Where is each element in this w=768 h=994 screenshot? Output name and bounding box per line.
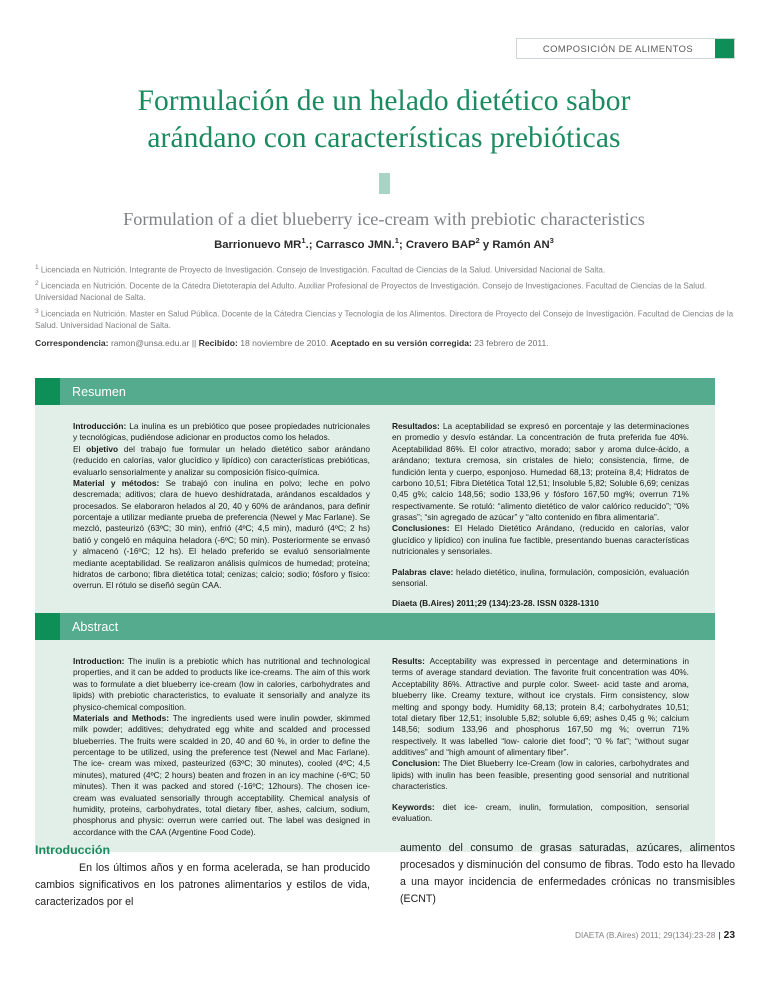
abstract-keywords-paragraph xyxy=(392,802,689,825)
article-subtitle: Formulation of a diet blueberry ice-cream with prebiotic characteristics xyxy=(123,209,645,230)
abstract-results-label: Results: xyxy=(392,656,425,666)
resumen-header xyxy=(35,378,715,405)
received-date: 18 noviembre de 2010. xyxy=(240,337,329,348)
title-line-1: Formulación de un helado dietético sabor xyxy=(137,85,631,117)
correspondence-label: Correspondencia: xyxy=(35,337,109,348)
author-affiliation-marker: 1 xyxy=(394,236,399,245)
resumen-conclusiones-paragraph xyxy=(392,523,689,557)
received-label: Recibido: xyxy=(198,337,238,348)
abstract-panel xyxy=(35,613,715,852)
resumen-material-metodos-text: Se trabajó con inulina en polvo; leche en polvo descremada; aditivos; clara de huevo deshidratada, arándanos escaldados y procesados. Se elaboraron helados al 20, 40 y 60% de arándanos, para definir porcentaje a utilizar mediante prueba de preferencia (Newel y Mac Farlane). Se mezcló, pasteurizó (63ºC; 30 min), enfrió (4ºC; 4,5 min), maduró (4ºC; 2 hs) batió y congeló en máquina heladora (-6ºC; 50 min). Posteriormente se envasó y almacenó (-16ºC; 12 hs). El helado preferido se evaluó sensorialmente mediante aceptabilidad. Se realizaron análisis químicos de humedad; proteína; hidratos de carbono; fibra dietética total; cenizas; calcio; sodio; fósforo y físico: overrun. El rótulo se diseñó según CAA. xyxy=(73,477,370,591)
accepted-date: 23 febrero de 2011. xyxy=(474,337,549,348)
resumen-introduccion-label: Introducción: xyxy=(73,421,127,431)
abstract-introduction-label: Introduction: xyxy=(73,656,125,666)
abstract-materials-methods-text: The ingredients used were inulin powder, skimmed milk powder; additives; dehydrated egg white and scalded and processed blueberries. The fruits were scalded in 20, 40 and 60 %, in order to define the percentage to be utilized, using the preference test (Newel and Mac Farlane). The ice- cream was mixed, pasteurized (63ºC; 30 minutes), cooled (4ºC; 4,5 minutes), matured (4ºC; 2 hours) beaten and frozen in an icy machine (-6ºC; 50 minutes). Then it was packed and stored (-16ºC; 12hours). The chosen ice-cream was evaluated sensorially through acceptability. Chemical analysis of humidity, proteins, carbohydrates, total dietary fiber, ashes, calcium, sodium, phosphorus and physic: overrun were carried out. The label was designed in accordance with the CAA (Argentine Food Code). xyxy=(73,712,370,837)
resumen-objetivo-text: del trabajo fue formular un helado dietético sabor arándano (reducido en calorías, valor glucídico y lipídico) con características prebióticas, evaluarlo sensorialmente y analizar su composición físico-química. xyxy=(73,443,370,477)
resumen-keywords-label: Palabras clave: xyxy=(392,566,454,577)
title-divider xyxy=(379,173,390,194)
abstract-body xyxy=(35,640,715,852)
affiliations-block xyxy=(35,263,735,349)
resumen-resultados-text: La aceptabilidad se expresó en porcentaje y las determinaciones en promedio y desvío estándar. La concentración de fruta preferida fue 40%. Aceptabilidad 86%. El color atractivo, morado; sabor y aroma dulce-ácido, a arándano; textura cremosa, sin cristales de hielo; consistencia, firme, de fundición lenta y cuerpo, esponjoso. Humedad 68,13; proteína 8,4; Hidratos de carbono 10,51; Fibra Dietética Total 12,51; Insoluble 5,82; Soluble 6,69; cenizas 0,45 g%; calcio 148,56; sodio 133,96 y fósforo 167,50 mg%; overrun 71% respectivamente. Se rotuló: “alimento dietético de valor calórico reducido”; “0% grasas”; “sin agregado de azúcar” y “alto contenido en fibra alimentaria”. xyxy=(392,421,689,522)
introduction-right-column xyxy=(400,840,735,912)
page-title xyxy=(64,83,704,156)
section-accent-square-icon xyxy=(715,39,734,58)
resumen-objetivo-label: objetivo xyxy=(86,443,119,454)
introduction-left-column xyxy=(35,840,370,912)
resumen-citation-text: Diaeta (B.Aires) 2011;29 (134):23-28. ISSN 0328-1310 xyxy=(392,598,599,609)
abstract-materials-methods-label: Materials and Methods: xyxy=(73,712,169,723)
resumen-panel xyxy=(35,378,715,624)
abstract-results-text: Acceptability was expressed in percentage and determinations in terms of average standard deviation. The favorite fruit concentration was 40%. Acceptability 86%. Attractive and purple color. Sweet- acid taste and aroma, blueberry like. Creamy texture, without ice crystals. Firm consistency, slow melting and spongy body. Humidity 68,13; protein 8,4; carbohydrates 10,51; total dietary fiber 12,51; insoluble 5,82; soluble 6,69; ashes 0,45 g %; calcium 148,56; sodium 133,96 and phosphorus 167,50 mg %; overrun 71% respectively. It was labelled “low- calorie diet food”; “0 % fat”; “without sugar additives” and “high amount of alimentary fiber”. xyxy=(392,656,689,757)
article-title-block xyxy=(64,83,704,230)
correspondence-line xyxy=(35,337,735,349)
author-affiliation-marker: 2 xyxy=(475,236,480,245)
resumen-header-title: Resumen xyxy=(72,384,126,399)
section-category-tag xyxy=(516,38,735,59)
abstract-right-column xyxy=(392,656,689,838)
affiliation-marker: 3 xyxy=(35,307,39,315)
abstract-spacer xyxy=(392,793,689,802)
introduction-col2-text: aumento del consumo de grasas saturadas, azúcares, alimentos procesados y disminución del consumo de fibras. Todo esto ha llevado a una mayor incidencia de enfermedades crónicas no transmisibles (ECNT) xyxy=(400,842,735,906)
abstract-conclusion-label: Conclusion: xyxy=(392,758,441,769)
author-affiliation-marker: 3 xyxy=(549,236,554,245)
accepted-label: Aceptado en su versión corregida: xyxy=(330,337,472,348)
resumen-objetivo-paragraph xyxy=(73,444,370,478)
resumen-body xyxy=(35,405,715,624)
resumen-resultados-label: Resultados: xyxy=(392,421,440,431)
affiliation-item: $^3$ Licenciada en Nutrición. Master en Salud Pública. Docente de la Cátedra Ciencias y Tecnología de los Alimentos. Directora de Proyecto del Consejo de Investigación. Facultad de Ciencias de la Salud. Universidad Nacional de Salta. xyxy=(35,307,734,330)
section-category-label: COMPOSICIÓN DE ALIMENTOS xyxy=(542,43,694,54)
abstract-materials-methods-paragraph xyxy=(73,713,370,838)
author-list-text: Barrionuevo $MR^1$.; Carrasco JMN.$^1$; Cravero BAP$^2$ y Ramón $AN^3$ xyxy=(214,236,554,251)
resumen-spacer xyxy=(392,558,689,567)
correspondence-email[interactable]: ramon@unsa.edu.ar xyxy=(110,337,190,348)
resumen-conclusiones-text: El Helado Dietético Arándano, (reducido en calorías, valor glucídico y lipídico) con inulina fue factible, presentando buenas características nutricionales y sensoriales. xyxy=(392,523,689,557)
correspondence-separator: || xyxy=(191,337,197,348)
resumen-header-tab-icon xyxy=(35,378,60,405)
affiliation-item: $^1$ Licenciada en Nutrición. Integrante de Proyecto de Investigación. Consejo de Investigación. Facultad de Ciencias de la Salud. Universidad Nacional de Salta. xyxy=(35,264,606,275)
abstract-left-column xyxy=(73,656,370,838)
resumen-citation xyxy=(392,598,689,609)
abstract-keywords-text: diet ice- cream, inulin, formulation, composition, sensorial evaluation. xyxy=(392,801,689,823)
resumen-keywords-paragraph xyxy=(392,567,689,590)
resumen-spacer-2 xyxy=(392,589,689,598)
title-line-2: arándano con características prebióticas xyxy=(147,121,621,154)
abstract-header-tab-icon xyxy=(35,613,60,640)
abstract-results-paragraph xyxy=(392,656,689,758)
introduction-section xyxy=(35,840,735,912)
footer-page-number: 23 xyxy=(723,930,735,941)
resumen-material-metodos-label: Material y métodos: xyxy=(73,477,160,488)
resumen-keywords-text: helado dietético, inulina, formulación, composición, evaluación sensorial. xyxy=(392,566,689,588)
resumen-material-metodos-paragraph xyxy=(73,478,370,592)
author-list xyxy=(64,236,704,251)
page-footer xyxy=(35,930,735,941)
resumen-right-column xyxy=(392,421,689,610)
introduction-col1-text: En los últimos años y en forma acelerada, se han producido cambios significativos en los patrones alimentarios y estilos de vida, caracterizados por el xyxy=(35,862,370,909)
affiliation-item: $^2$ Licenciada en Nutrición. Docente de la Cátedra Dietoterapia del Adulto. Auxiliar Profesional de Proyectos de Investigación. Consejo de Investigaciones. Facultad de Ciencias de la Salud. Universidad Nacional de Salta. xyxy=(35,279,707,303)
abstract-keywords-label: Keywords: xyxy=(392,801,435,812)
resumen-resultados-paragraph xyxy=(392,421,689,523)
abstract-conclusion-text: The Diet Blueberry Ice-Cream (low in calories, carbohydrates and lipids) with inulin has been feasible, presenting good sensorial and nutritional characteristics. xyxy=(392,758,689,792)
affiliation-marker: 1 xyxy=(35,264,39,271)
abstract-header xyxy=(35,613,715,640)
author-affiliation-marker: 1 xyxy=(301,236,306,245)
abstract-introduction-paragraph xyxy=(73,656,370,713)
resumen-left-column xyxy=(73,421,370,610)
affiliation-marker: 2 xyxy=(35,279,39,287)
abstract-header-title: Abstract xyxy=(72,619,119,634)
abstract-conclusion-paragraph xyxy=(392,758,689,792)
footer-citation: DIAETA (B.Aires) 2011; 29(134):23-28 xyxy=(574,930,716,940)
resumen-introduccion-paragraph xyxy=(73,421,370,444)
resumen-introduccion-text: La inulina es un prebiótico que posee propiedades nutricionales y tecnológicas, pudiéndose adicionar en productos como los helados. xyxy=(73,421,370,443)
resumen-objetivo-prefix: El xyxy=(73,443,87,454)
footer-separator: | xyxy=(718,930,721,940)
resumen-conclusiones-label: Conclusiones: xyxy=(392,523,450,534)
abstract-introduction-text: The inulin is a prebiotic which has nutritional and technological properties, and it can be added to products like ice-creams. The aim of this work was to formulate a diet blueberry ice-cream (low in calories, carbohydrates and lipids) with prebiotic characteristics, to evaluate it sensorially and analyze its physico-chemical composition. xyxy=(73,656,370,712)
introduction-heading: Introducción xyxy=(35,843,111,857)
